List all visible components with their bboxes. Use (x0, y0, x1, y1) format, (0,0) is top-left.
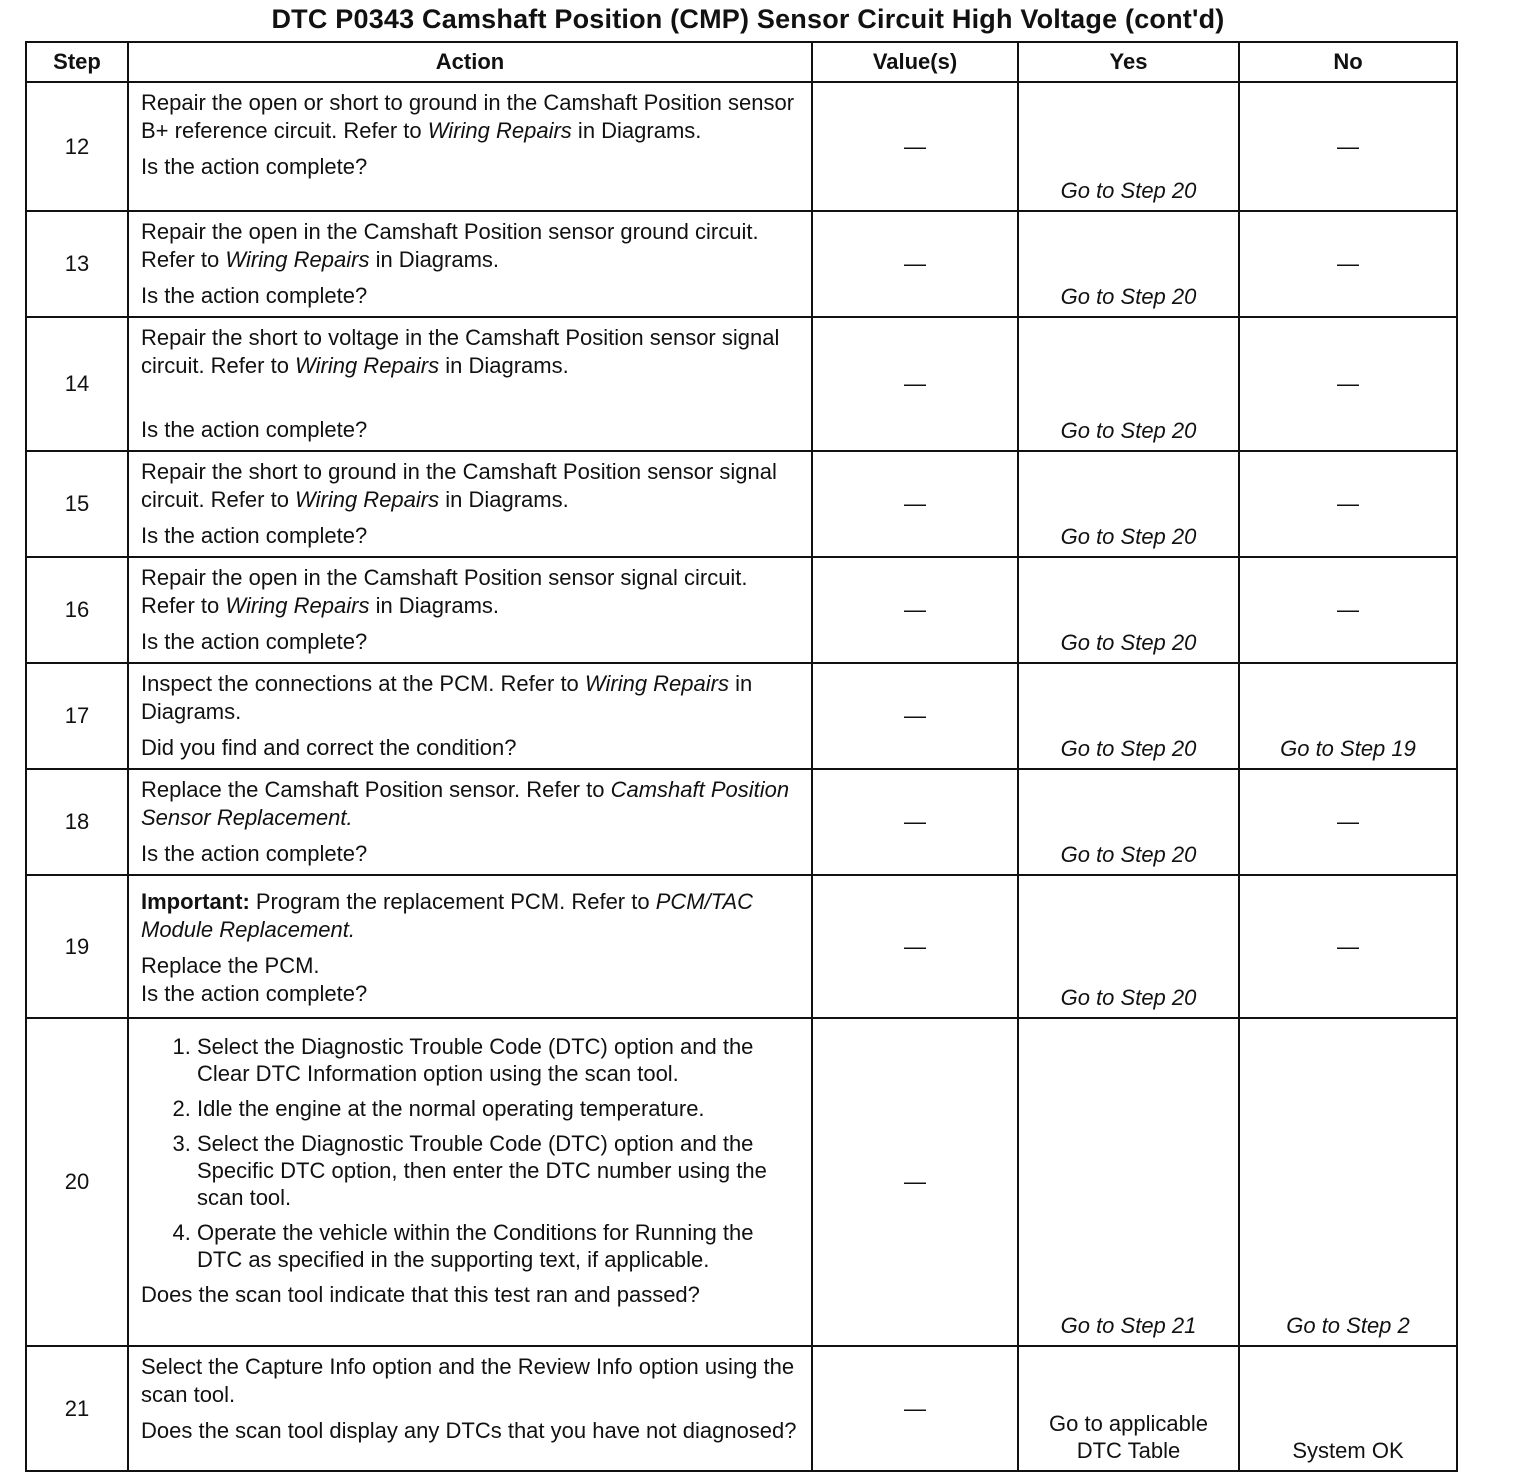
value-cell: — (812, 82, 1018, 211)
no-cell: — (1239, 875, 1457, 1018)
action-extra: Replace the PCM. (141, 953, 320, 978)
reference-link: Wiring Repairs (295, 487, 440, 512)
table-row (26, 875, 1457, 1018)
header-values: Value(s) (812, 42, 1018, 82)
header-no: No (1239, 42, 1457, 82)
step-number: 17 (26, 663, 128, 769)
step-number: 12 (26, 82, 128, 211)
action-question: Is the action complete? (141, 417, 368, 442)
no-cell: — (1239, 82, 1457, 211)
table-row (26, 211, 1457, 317)
yes-cell: Go to Step 20 (1018, 211, 1239, 317)
reference-link: Wiring Repairs (427, 118, 572, 143)
page-title: DTC P0343 Camshaft Position (CMP) Sensor Circuit High Voltage (cont'd) (271, 4, 1225, 34)
no-cell: Go to Step 19 (1239, 663, 1457, 769)
no-cell: Go to Step 2 (1239, 1018, 1457, 1346)
important-label: Important: (141, 889, 250, 914)
header-action: Action (128, 42, 812, 82)
action-cell (128, 451, 812, 557)
action-text: Select the Capture Info option and the Review Info option using the scan tool. (141, 1354, 795, 1407)
action-text: Repair the short to voltage in the Camshaft Position sensor signal circuit. Refer to Wiring Repairs in Diagrams. (141, 325, 780, 378)
header-yes: Yes (1018, 42, 1239, 82)
action-question: Does the scan tool display any DTCs that you have not diagnosed? (141, 1418, 797, 1443)
procedure-step: 3. Select the Diagnostic Trouble Code (DTC) option and the Specific DTC option, then enter the DTC number using the scan tool. (197, 1130, 801, 1211)
step-number: 18 (26, 769, 128, 875)
header-step: Step (26, 42, 128, 82)
action-cell (128, 557, 812, 663)
action-text: Important: Program the replacement PCM. Refer to PCM/TAC Module Replacement. (141, 889, 754, 942)
action-question: Is the action complete? (141, 523, 368, 548)
step-number: 15 (26, 451, 128, 557)
yes-cell: Go to Step 21 (1018, 1018, 1239, 1346)
yes-cell: Go to Step 20 (1018, 663, 1239, 769)
value-cell: — (812, 663, 1018, 769)
table-row (26, 317, 1457, 451)
no-cell: — (1239, 769, 1457, 875)
value-cell: — (812, 769, 1018, 875)
action-cell (128, 1018, 812, 1346)
yes-cell: Go to Step 20 (1018, 769, 1239, 875)
value-cell: — (812, 1346, 1018, 1471)
action-question: Is the action complete? (141, 629, 368, 654)
table-row (26, 1346, 1457, 1471)
reference-link: PCM/TAC Module Replacement. (141, 889, 754, 942)
action-cell (128, 211, 812, 317)
no-cell: System OK (1239, 1346, 1457, 1471)
reference-link: Wiring Repairs (295, 353, 440, 378)
reference-link: Camshaft Position Sensor Replacement. (141, 777, 790, 830)
action-cell (128, 317, 812, 451)
step-number: 14 (26, 317, 128, 451)
procedure-step: 2. Idle the engine at the normal operating temperature. (197, 1095, 801, 1122)
yes-cell: Go to Step 20 (1018, 875, 1239, 1018)
table-row (26, 1018, 1457, 1346)
yes-cell: Go to Step 20 (1018, 557, 1239, 663)
table-row (26, 663, 1457, 769)
no-cell: — (1239, 211, 1457, 317)
action-text: Repair the open in the Camshaft Position sensor ground circuit. Refer to Wiring Repairs in Diagrams. (141, 219, 759, 272)
action-text: Repair the open or short to ground in the Camshaft Position sensor B+ reference circuit. Refer to Wiring Repairs in Diagrams. (141, 90, 795, 143)
action-cell (128, 663, 812, 769)
value-cell: — (812, 451, 1018, 557)
step-number: 20 (26, 1018, 128, 1346)
value-cell: — (812, 1018, 1018, 1346)
action-cell (128, 769, 812, 875)
value-cell: — (812, 317, 1018, 451)
reference-link: Wiring Repairs (584, 671, 729, 696)
step-number: 16 (26, 557, 128, 663)
yes-cell: Go to Step 20 (1018, 82, 1239, 211)
action-text: Inspect the connections at the PCM. Refer to Wiring Repairs in Diagrams. (141, 671, 753, 724)
action-question: Did you find and correct the condition? (141, 735, 517, 760)
reference-link: Wiring Repairs (225, 247, 370, 272)
reference-link: Wiring Repairs (225, 593, 370, 618)
action-question: Is the action complete? (141, 283, 368, 308)
table-row (26, 769, 1457, 875)
value-cell: — (812, 557, 1018, 663)
no-cell: — (1239, 317, 1457, 451)
action-text: Repair the open in the Camshaft Position sensor signal circuit. Refer to Wiring Repairs in Diagrams. (141, 565, 748, 618)
action-text: Repair the short to ground in the Camshaft Position sensor signal circuit. Refer to Wiring Repairs in Diagrams. (141, 459, 777, 512)
action-question: Is the action complete? (141, 154, 368, 179)
action-text: Replace the Camshaft Position sensor. Refer to Camshaft Position Sensor Replacement. (141, 777, 790, 830)
action-cell (128, 82, 812, 211)
dtc-table (25, 41, 1458, 1472)
no-cell: — (1239, 557, 1457, 663)
step-number: 13 (26, 211, 128, 317)
no-cell: — (1239, 451, 1457, 557)
table-row (26, 557, 1457, 663)
action-question: Does the scan tool indicate that this test ran and passed? (141, 1282, 700, 1307)
action-cell (128, 875, 812, 1018)
procedure-list (141, 1033, 801, 1273)
yes-cell: Go to Step 20 (1018, 317, 1239, 451)
action-question: Is the action complete? (141, 841, 368, 866)
action-question: Is the action complete? (141, 981, 368, 1006)
header-row (26, 42, 1457, 82)
step-number: 21 (26, 1346, 128, 1471)
step-number: 19 (26, 875, 128, 1018)
action-cell (128, 1346, 812, 1471)
table-row (26, 82, 1457, 211)
table-row (26, 451, 1457, 557)
procedure-step: 4. Operate the vehicle within the Conditions for Running the DTC as specified in the supporting text, if applicable. (197, 1219, 801, 1273)
procedure-step: 1. Select the Diagnostic Trouble Code (DTC) option and the Clear DTC Information option using the scan tool. (197, 1033, 801, 1087)
yes-cell: Go to applicable DTC Table (1018, 1346, 1239, 1471)
value-cell: — (812, 875, 1018, 1018)
value-cell: — (812, 211, 1018, 317)
yes-cell: Go to Step 20 (1018, 451, 1239, 557)
